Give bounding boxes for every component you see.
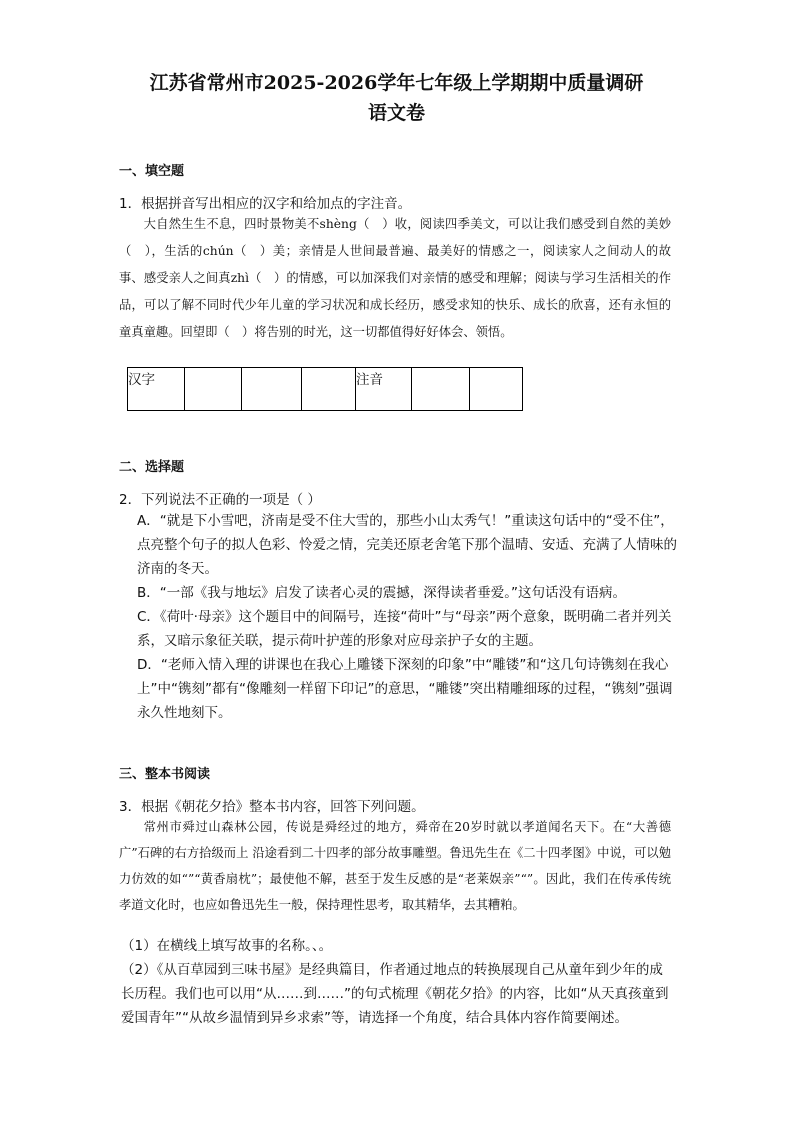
answer-cell[interactable] [185,368,242,411]
question-1-passage: 大自然生生不息，四时景物美不shèng（ ）收，阅读四季美文，可以让我们感受到自然的美妙（ ），生活的chún（ ）美；亲情是人世间最普遍、最美好的情感之一，阅读家人之间动人的故事、感受亲人之间真zhì（ ）的情感，可以加深我们对亲情的感受和理解；阅读与学习生活相关的作品，可以了解不同时代少年儿童的学习状况和成长经历，感受求知的快乐、成长的欣喜，还有永恒的童真童趣。回望即（ ）将告别的时光，这一切都值得好好体会、领悟。 [119,217,671,339]
section-heading-fill-in: 一、填空题 [119,164,185,179]
answer-cell[interactable] [242,368,302,411]
answer-cell[interactable] [412,368,470,411]
answer-cell[interactable] [470,368,523,411]
page-title: 江苏省常州市2025-2026学年七年级上学期期中质量调研 [149,72,644,94]
answer-cell[interactable] [302,368,356,411]
table-label-zhuyin: 注音 [356,368,412,411]
section-heading-book-reading: 三、整本书阅读 [119,767,211,782]
page-subtitle: 语文卷 [367,102,425,124]
option-c[interactable]: C．《荷叶·母亲》这个题目中的间隔号，连接“荷叶”与“母亲”两个意象，既明确二者并列关系，又暗示象征关联，提示荷叶护莲的形象对应母亲护子女的主题。 [137,609,672,649]
option-a[interactable]: A．“就是下小雪吧，济南是受不住大雪的，那些小山太秀气！”重读这句话中的“受不住”，点亮整个句子的拟人色彩、怜爱之情，完美还原老舍笔下那个温晴、安适、充满了人情味的济南的冬天。 [137,513,677,577]
table-label-hanzi: 汉字 [128,368,185,411]
question-3-passage: 常州市舜过山森林公园，传说是舜经过的地方，舜帝在20岁时就以孝道闻名天下。在“大善德广”石碑的右方拾级而上 沿途看到二十四孝的部分故事雕塑。鲁迅先生在《二十四孝图》中说，可以勉力仿效的如“”“黄香扇枕”；最使他不解，甚至于发生反感的是“老莱娱亲”“”。因此，我们在传承传统孝道文化时，也应如鲁迅先生一般，保持理性思考，取其精华，去其糟粕。 [119,820,671,912]
question-3-sub-1: （1）在横线上填写故事的名称。、。 [121,938,333,954]
question-3-stem: 3．根据《朝花夕拾》整本书内容，回答下列问题。 [119,799,425,815]
option-b[interactable]: B．“一部《我与地坛》启发了读者心灵的震撼，深得读者垂爱。”这句话没有语病。 [137,585,626,601]
question-2-stem: 2．下列说法不正确的一项是（ ） [119,492,321,508]
question-3-sub-2: （2）《从百草园到三味书屋》是经典篇目，作者通过地点的转换展现自己从童年到少年的成长历程。我们也可以用“从……到……”的句式梳理《朝花夕拾》的内容，比如“从天真孩童到爱国青年”“从故乡温情到异乡求索”等，请选择一个角度，结合具体内容作简要阐述。 [121,962,669,1026]
answer-table [127,367,523,411]
option-d[interactable]: D．“老师入情入理的讲课也在我心上雕镂下深刻的印象”中“雕镂”和“这几句诗镌刻在我心上”中“镌刻”都有“像雕刻一样留下印记”的意思，“雕镂”突出精雕细琢的过程，“镌刻”强调永久性地刻下。 [137,657,673,721]
question-1-stem: 1．根据拼音写出相应的汉字和给加点的字注音。 [119,196,412,212]
section-heading-choice: 二、选择题 [119,460,185,475]
